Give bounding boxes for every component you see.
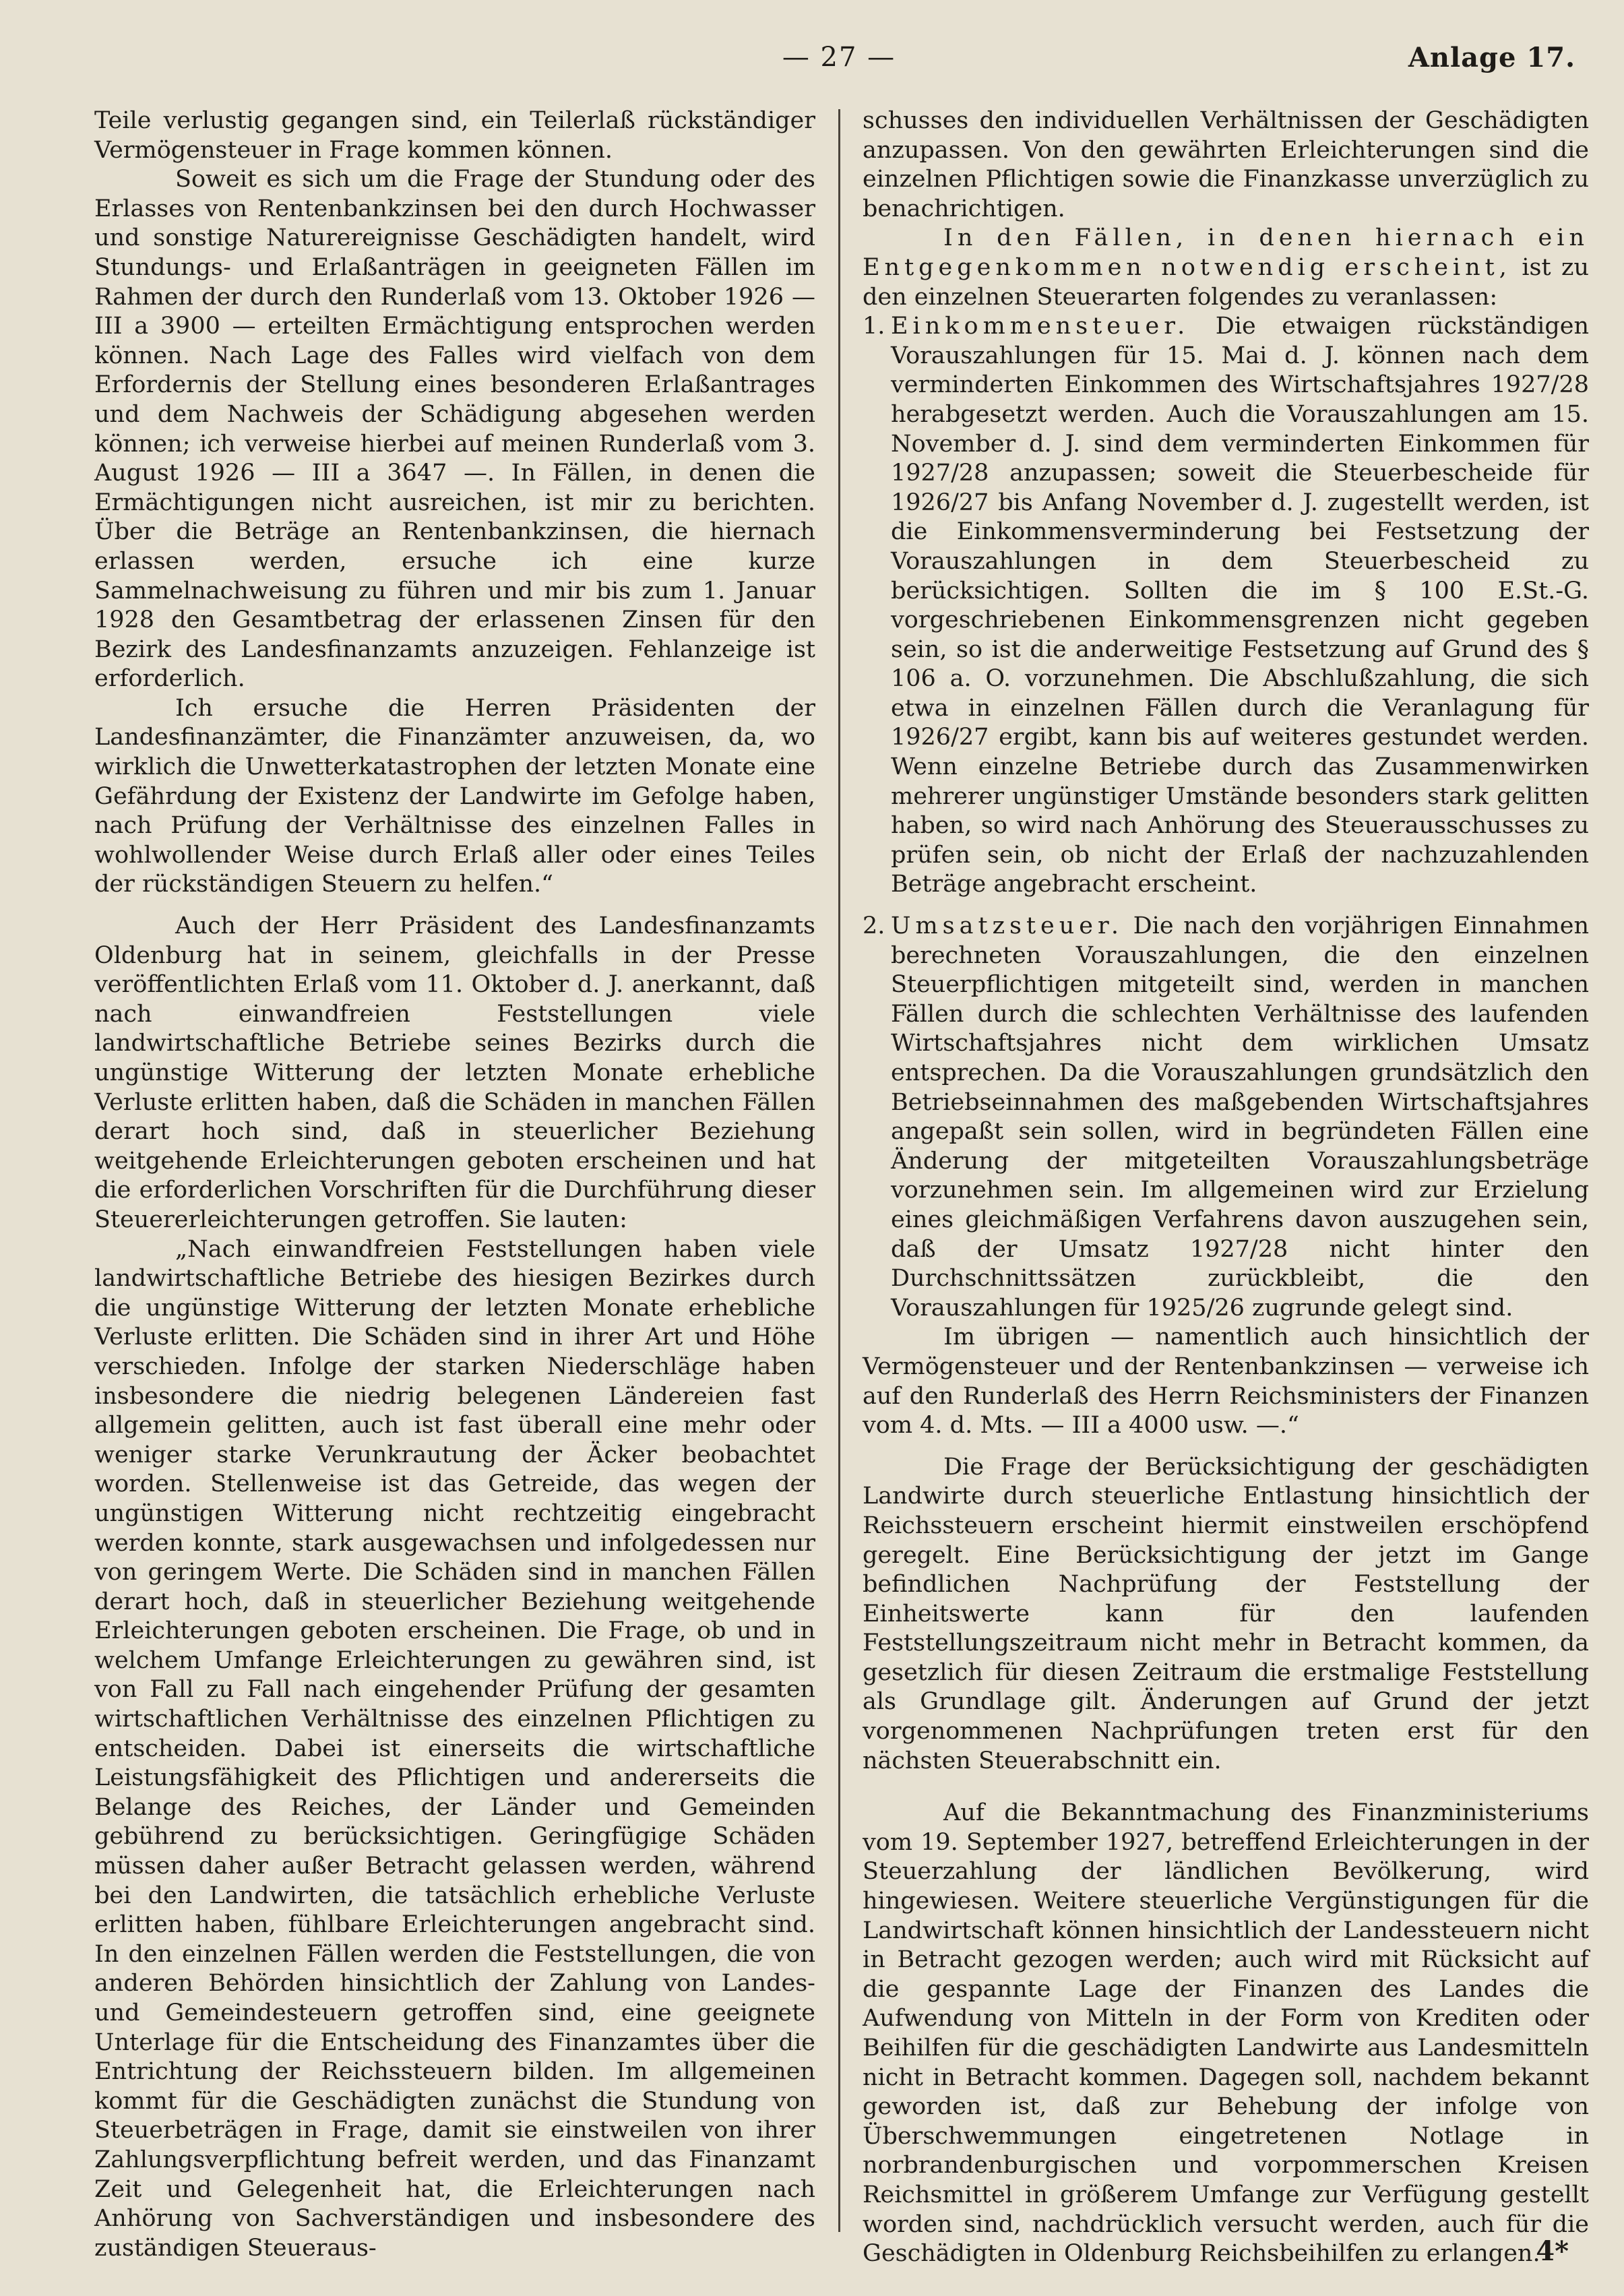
annex-label: Anlage 17. (1408, 42, 1575, 73)
list-item-text: Die nach den vorjährigen Einnahmen berechneten Vorauszahlungen, die den einzelnen Steuerpflichtigen mitgeteilt sind, werden in manchen Fällen durch die schlechten Verhältnisse des laufenden Wirtschaftsjahres nicht dem wirklichen Umsatz entsprechen. Da die Vorauszahlungen grundsätzlich den Betriebseinnahmen des maßgebenden Wirtschaftsjahres angepaßt sein sollen, wird in begründeten Fällen eine Änderung der mitgeteilten Vorauszahlungsbeträge vorzunehmen sein. Im allgemeinen wird zur Erzielung eines gleichmäßigen Verfahrens davon auszugehen sein, daß der Umsatz 1927/28 nicht hinter den Durchschnittssätzen zurückbleibt, die den Vorauszahlungen für 1925/26 zugrunde gelegt sind. (891, 912, 1589, 1322)
page-number: — 27 — (782, 42, 896, 73)
right-paragraph-5: Auf die Bekanntmachung des Finanzministeriums vom 19. September 1927, betreffend Erleichterungen in der Steuerzahlung der ländlichen Bevölkerung, wird hingewiesen. Weitere steuerliche Vergünstigungen für die Landwirtschaft können hinsichtlich der Landessteuern nicht in Betracht gezogen werden; auch wird mit Rücksicht auf die gespannte Lage der Finanzen des Landes die Aufwendung von Mitteln in der Form von Krediten oder Beihilfen für die geschädigten Landwirte aus Landesmitteln nicht in Betracht kommen. Dagegen soll, nachdem bekannt geworden ist, daß zur Behebung der infolge von Überschwemmungen eingetretenen Notlage in norbrandenburgischen und vorpommerschen Kreisen Reichsmittel in größerem Umfange zur Verfügung gestellt worden sind, nachdrücklich versucht werden, auch für die Geschädigten in Oldenburg Reichsbeihilfen zu erlangen. (863, 1799, 1589, 2268)
list-item-heading: Umsatzsteuer. (891, 912, 1124, 940)
left-paragraph-1: Teile verlustig gegangen sind, ein Teilerlaß rückständiger Vermögensteuer in Frage kommen können. (94, 107, 815, 164)
signature-mark: 4* (1536, 2235, 1569, 2267)
list-item-heading: Einkommensteuer. (891, 313, 1190, 340)
list-item-number: 1. (863, 313, 885, 340)
right-paragraph-4: Die Frage der Berücksichtigung der geschädigten Landwirte durch steuerliche Entlastung hinsichtlich der Reichssteuern erscheint hiermit einstweilen erschöpfend geregelt. Eine Berücksichtigung der jetzt im Gange befindlichen Nachprüfung der Feststellung der Einheitswerte kann für den laufenden Feststellungszeitraum nicht mehr in Betracht kommen, da gesetzlich für diesen Zeitraum die erstmalige Feststellung als Grundlage gilt. Änderungen auf Grund der jetzt vorgenommenen Nachprüfungen treten erst für den nächsten Steuerabschnitt ein. (863, 1453, 1589, 1774)
column-divider (838, 109, 840, 2232)
right-paragraph-3: Im übrigen — namentlich auch hinsichtlich der Vermögensteuer und der Rentenbankzinsen — verweise ich auf den Runderlaß des Herrn Reichsministers der Finanzen vom 4. d. Mts. — III a 4000 usw. —.“ (863, 1324, 1589, 1439)
list-item-income-tax (863, 312, 1589, 900)
left-quote-paragraph: „Nach einwandfreien Feststellungen haben viele landwirtschaftliche Betriebe des hiesigen Bezirkes durch die ungünstige Witterung der letzten Monate erhebliche Verluste erlitten. Die Schäden sind in ihrer Art und Höhe verschieden. Infolge der starken Niederschläge haben insbesondere die niedrig belegenen Ländereien fast allgemein gelitten, auch ist fast überall eine mehr oder weniger starke Verunkrautung der Äcker beobachtet worden. Stellenweise ist das Getreide, das wegen der ungünstigen Witterung nicht rechtzeitig eingebracht werden konnte, stark ausgewachsen und infolgedessen nur von geringem Werte. Die Schäden sind in manchen Fällen derart hoch, daß in steuerlicher Beziehung weitgehende Erleichterungen geboten erscheinen. Die Frage, ob und in welchem Umfange Erleichterungen zu gewähren sind, ist von Fall zu Fall nach eingehender Prüfung der gesamten wirtschaftlichen Verhältnisse des einzelnen Pflichtigen zu entscheiden. Dabei ist einerseits die wirtschaftliche Leistungsfähigkeit des Pflichtigen und andererseits die Belange des Reiches, der Länder und Gemeinden gebührend zu berücksichtigen. Geringfügige Schäden müssen daher außer Betracht gelassen werden, während bei den Landwirten, die tatsächlich erhebliche Verluste erlitten haben, fühlbare Erleichterungen angebracht sind. In den einzelnen Fällen werden die Feststellungen, die von anderen Behörden hinsichtlich der Zahlung von Landes- und Gemeindesteuern getroffen sind, eine geeignete Unterlage für die Entscheidung des Finanzamtes über die Entrichtung der Reichssteuern bilden. Im allgemeinen kommt für die Geschädigten zunächst die Stundung von Steuerbeträgen in Frage, damit sie einstweilen von ihrer Zahlungsverpflichtung befreit werden, und das Finanzamt Zeit und Gelegenheit hat, die Erleichterungen nach Anhörung von Sachverständigen und insbesondere des zuständigen Steueraus- (94, 1235, 815, 2262)
left-paragraph-2: Soweit es sich um die Frage der Stundung oder des Erlasses von Rentenbankzinsen bei den durch Hochwasser und sonstige Naturereignisse Geschädigten handelt, wird Stundungs- und Erlaßanträgen in geeigneten Fällen im Rahmen der durch den Runderlaß vom 13. Oktober 1926 — III a 3900 — erteilten Ermächtigung entsprochen werden können. Nach Lage des Falles wird vielfach von dem Erfordernis der Stellung eines besonderen Erlaßantrages und dem Nachweis der Schädigung abgesehen werden können; ich verweise hierbei auf meinen Runderlaß vom 3. August 1926 — III a 3647 —. In Fällen, in denen die Ermächtigungen nicht ausreichen, ist mir zu berichten. Über die Beträge an Rentenbankzinsen, die hiernach erlassen werden, ersuche ich eine kurze Sammelnachweisung zu führen und mir bis zum 1. Januar 1928 den Gesamtbetrag der erlassenen Zinsen für den Bezirk des Landesfinanzamts anzuzeigen. Fehlanzeige ist erforderlich. (94, 166, 815, 693)
page-header (0, 42, 1624, 82)
right-paragraph-2 (863, 224, 1589, 312)
left-paragraph-3: Ich ersuche die Herren Präsidenten der Landesfinanzämter, die Finanzämter anzuweisen, da, wo wirklich die Unwetterkatastrophen der letzten Monate eine Gefährdung der Existenz der Landwirte im Gefolge haben, nach Prüfung der Verhältnisse des einzelnen Falles in wohlwollender Weise durch Erlaß aller oder eines Teiles der rückständigen Steuern zu helfen.“ (94, 694, 815, 898)
list-item-number: 2. (863, 912, 885, 940)
spaced-emphasis: In den Fällen, in denen hiernach ein Entgegenkommen notwendig erscheint, (863, 224, 1589, 281)
list-item-text: Die etwaigen rückständigen Vorauszahlungen für 15. Mai d. J. können nach dem verminderten Einkommen des Wirtschaftsjahres 1927/28 herabgesetzt werden. Auch die Vorauszahlungen am 15. November d. J. sind dem verminderten Einkommen für 1927/28 anzupassen; soweit die Steuerbescheide für 1926/27 bis Anfang November d. J. zugestellt werden, ist die Einkommensverminderung bei Festsetzung der Vorauszahlungen in dem Steuerbescheid zu berücksichtigen. Sollten die im § 100 E.St.-G. vorgeschriebenen Einkommensgrenzen nicht gegeben sein, so ist die anderweitige Festsetzung auf Grund des § 106 a. O. vorzunehmen. Die Abschlußzahlung, die sich etwa in einzelnen Fällen durch die Veranlagung für 1926/27 ergibt, kann bis auf weiteres gestundet werden. Wenn einzelne Betriebe durch das Zusammenwirken mehrerer ungünstiger Umstände besonders stark gelitten haben, so wird nach Anhörung des Steuerausschusses zu prüfen sein, ob nicht der Erlaß der nachzuzahlenden Beträge angebracht erscheint. (891, 313, 1589, 898)
left-column (94, 106, 815, 2263)
left-paragraph-4: Auch der Herr Präsident des Landesfinanzamts Oldenburg hat in seinem, gleichfalls in der Presse veröffentlichten Erlaß vom 11. Oktober d. J. anerkannt, daß nach einwandfreien Feststellungen viele landwirtschaftliche Betriebe seines Bezirks durch die ungünstige Witterung der letzten Monate erhebliche Verluste erlitten haben, daß die Schäden in manchen Fällen derart hoch sind, daß in steuerlicher Beziehung weitgehende Erleichterungen geboten erscheinen und hat die erforderlichen Vorschriften für die Durchführung dieser Steuererleichterungen getroffen. Sie lauten: (94, 912, 815, 1233)
right-paragraph-2-rest: ist zu den einzelnen Steuerarten folgendes zu veranlassen: (863, 253, 1589, 311)
right-column (863, 106, 1589, 2269)
right-paragraph-1: schusses den individuellen Verhältnissen der Geschädigten anzupassen. Von den gewährten Erleichterungen sind die einzelnen Pflichtigen sowie die Finanzkasse unverzüglich zu benachrichtigen. (863, 107, 1589, 222)
list-item-sales-tax (863, 912, 1589, 1323)
